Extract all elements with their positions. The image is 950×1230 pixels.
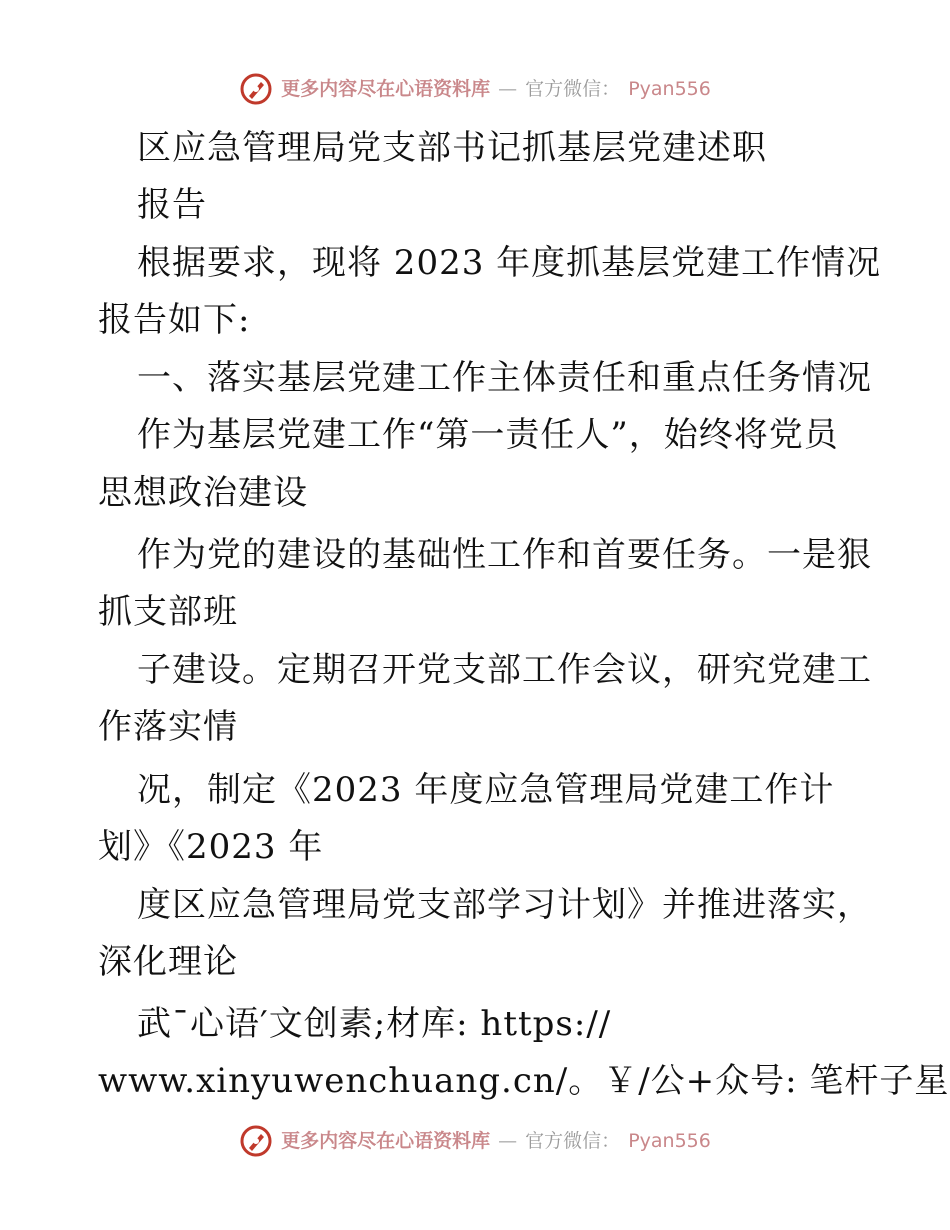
watermark-separator: — bbox=[498, 78, 518, 100]
pen-circle-logo-icon bbox=[239, 1124, 273, 1158]
watermark-main-text: 更多内容尽在心语资料库 bbox=[281, 1130, 491, 1152]
doc-title-line-1: 区应急管理局党支部书记抓基层党建述职 bbox=[137, 128, 767, 168]
doc-line: 深化理论 bbox=[98, 942, 238, 982]
doc-line: 划》《2023 年 bbox=[98, 827, 324, 867]
watermark-separator: — bbox=[498, 1130, 518, 1152]
doc-line: 作为党的建设的基础性工作和首要任务。一是狠 bbox=[137, 535, 872, 575]
doc-line: www.xinyuwenchuang.cn/。￥/公+众号: 笔杆子星 bbox=[98, 1061, 950, 1101]
watermark-handle: Pyan556 bbox=[628, 78, 711, 100]
watermark-header bbox=[0, 72, 950, 106]
doc-line: 子建设。定期召开党支部工作会议，研究党建工 bbox=[137, 650, 872, 690]
doc-line: 武¯心语′文创素;材库: https:// bbox=[137, 1004, 612, 1044]
doc-line: 抓支部班 bbox=[98, 592, 238, 632]
watermark-label: 官方微信： bbox=[525, 1130, 621, 1152]
watermark-handle: Pyan556 bbox=[628, 1130, 711, 1152]
doc-line: 况，制定《2023 年度应急管理局党建工作计 bbox=[137, 770, 835, 810]
pen-circle-logo-icon bbox=[239, 72, 273, 106]
doc-line: 作为基层党建工作“第一责任人”，始终将党员 bbox=[137, 415, 839, 455]
doc-line: 度区应急管理局党支部学习计划》并推进落实， bbox=[137, 885, 872, 925]
doc-line: 根据要求，现将 2023 年度抓基层党建工作情况 bbox=[137, 243, 882, 283]
watermark-label: 官方微信： bbox=[525, 78, 621, 100]
watermark-main-text: 更多内容尽在心语资料库 bbox=[281, 78, 491, 100]
doc-line: 报告如下: bbox=[98, 300, 251, 340]
doc-line: 作落实情 bbox=[98, 707, 238, 747]
doc-line: 思想政治建设 bbox=[98, 473, 308, 513]
doc-section-heading: 一、落实基层党建工作主体责任和重点任务情况 bbox=[137, 358, 872, 398]
doc-title-line-2: 报告 bbox=[137, 185, 207, 225]
watermark-footer bbox=[0, 1124, 950, 1158]
